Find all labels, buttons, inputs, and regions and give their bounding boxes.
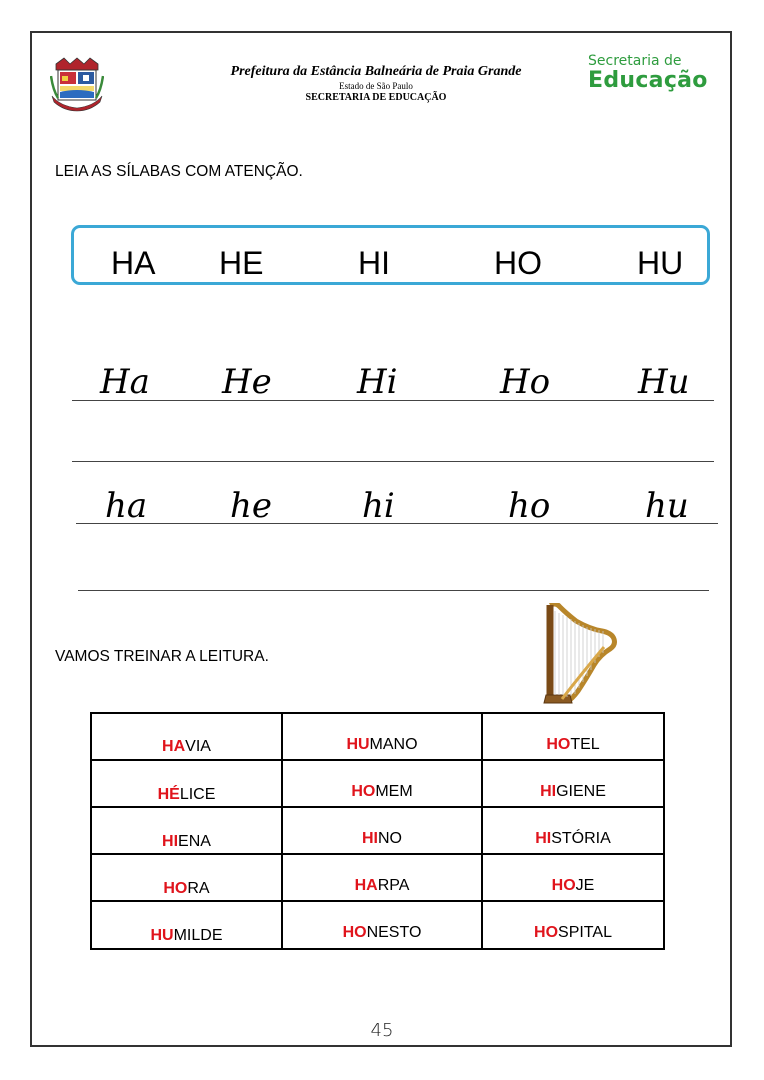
syllables-box: [71, 225, 710, 285]
word-highlight: HI: [540, 783, 557, 800]
cursive-upper-hi: Hi: [357, 362, 398, 402]
word-rest: NO: [378, 830, 402, 847]
writing-line: [72, 400, 714, 401]
instruction-read-syllables: LEIA AS SÍLABAS COM ATENÇÃO.: [55, 163, 303, 180]
cursive-upper-ho: Ho: [500, 362, 551, 402]
word-cell: [283, 877, 481, 924]
word-cell: [92, 786, 281, 833]
writing-line: [76, 523, 718, 524]
word-rest: GIENE: [556, 783, 606, 800]
cursive-lower-ho: ho: [508, 486, 551, 526]
word-cell: [92, 927, 281, 974]
secretariat-title: SECRETARIA DE EDUCAÇÃO: [305, 92, 447, 103]
logo-line-1: Secretaria de: [588, 53, 682, 69]
syllable-hu: HU: [637, 245, 684, 281]
word-cell: [283, 783, 481, 830]
syllable-he: HE: [219, 245, 264, 281]
word-cell: [92, 880, 281, 927]
word-rest: STÓRIA: [551, 830, 611, 847]
word-highlight: HU: [346, 736, 370, 753]
word-highlight: HO: [534, 924, 559, 941]
word-rest: NESTO: [366, 924, 422, 941]
syllable-hi: HI: [358, 245, 390, 281]
word-rest: RA: [187, 880, 210, 897]
word-cell: [483, 924, 663, 971]
word-cell: [283, 830, 481, 877]
cursive-lower-he: he: [230, 486, 273, 526]
word-rest: TEL: [570, 736, 600, 753]
word-rest: MILDE: [173, 927, 223, 944]
word-cell: [483, 877, 663, 924]
word-highlight: HI: [162, 833, 179, 850]
cursive-lower-hu: hu: [645, 486, 689, 526]
cursive-upper-he: He: [222, 362, 272, 402]
word-cell: [483, 736, 663, 783]
word-rest: LICE: [179, 786, 216, 803]
word-cell: [92, 738, 281, 785]
word-highlight: HI: [535, 830, 552, 847]
writing-line: [72, 461, 714, 462]
word-cell: [483, 783, 663, 830]
cursive-lower-hi: hi: [362, 486, 395, 526]
word-highlight: HA: [354, 877, 378, 894]
word-rest: VIA: [185, 738, 211, 755]
page-number: 45: [370, 1020, 394, 1041]
word-rest: SPITAL: [558, 924, 612, 941]
word-rest: JE: [575, 877, 595, 894]
word-highlight: HA: [162, 738, 186, 755]
cursive-upper-hu: Hu: [638, 362, 690, 402]
word-highlight: HO: [163, 880, 188, 897]
word-cell: [483, 830, 663, 877]
word-highlight: HO: [351, 783, 376, 800]
municipal-crest-icon: [50, 56, 104, 112]
instruction-reading-practice: VAMOS TREINAR A LEITURA.: [55, 648, 269, 665]
writing-line: [78, 590, 709, 591]
word-highlight: HU: [150, 927, 174, 944]
syllable-ha: HA: [111, 245, 156, 281]
cursive-upper-ha: Ha: [100, 362, 150, 402]
word-highlight: HI: [362, 830, 378, 847]
word-highlight: HO: [546, 736, 571, 753]
word-highlight: HO: [342, 924, 367, 941]
municipality-title: Prefeitura da Estância Balneária de Praia Grande: [230, 64, 522, 79]
word-highlight: HO: [551, 877, 576, 894]
logo-line-2: Educação: [588, 68, 708, 93]
word-rest: ENA: [178, 833, 211, 850]
word-rest: MANO: [369, 736, 418, 753]
syllable-ho: HO: [494, 245, 542, 281]
word-cell: [92, 833, 281, 880]
word-rest: MEM: [375, 783, 413, 800]
word-rest: RPA: [377, 877, 410, 894]
word-highlight: HÉ: [157, 786, 180, 803]
state-subtitle: Estado de São Paulo: [339, 81, 413, 91]
word-cell: [283, 736, 481, 783]
harp-icon: [542, 603, 618, 709]
word-cell: [283, 924, 481, 971]
education-secretariat-logo: [588, 53, 708, 93]
cursive-lower-ha: ha: [105, 486, 148, 526]
page-header: [190, 64, 562, 103]
